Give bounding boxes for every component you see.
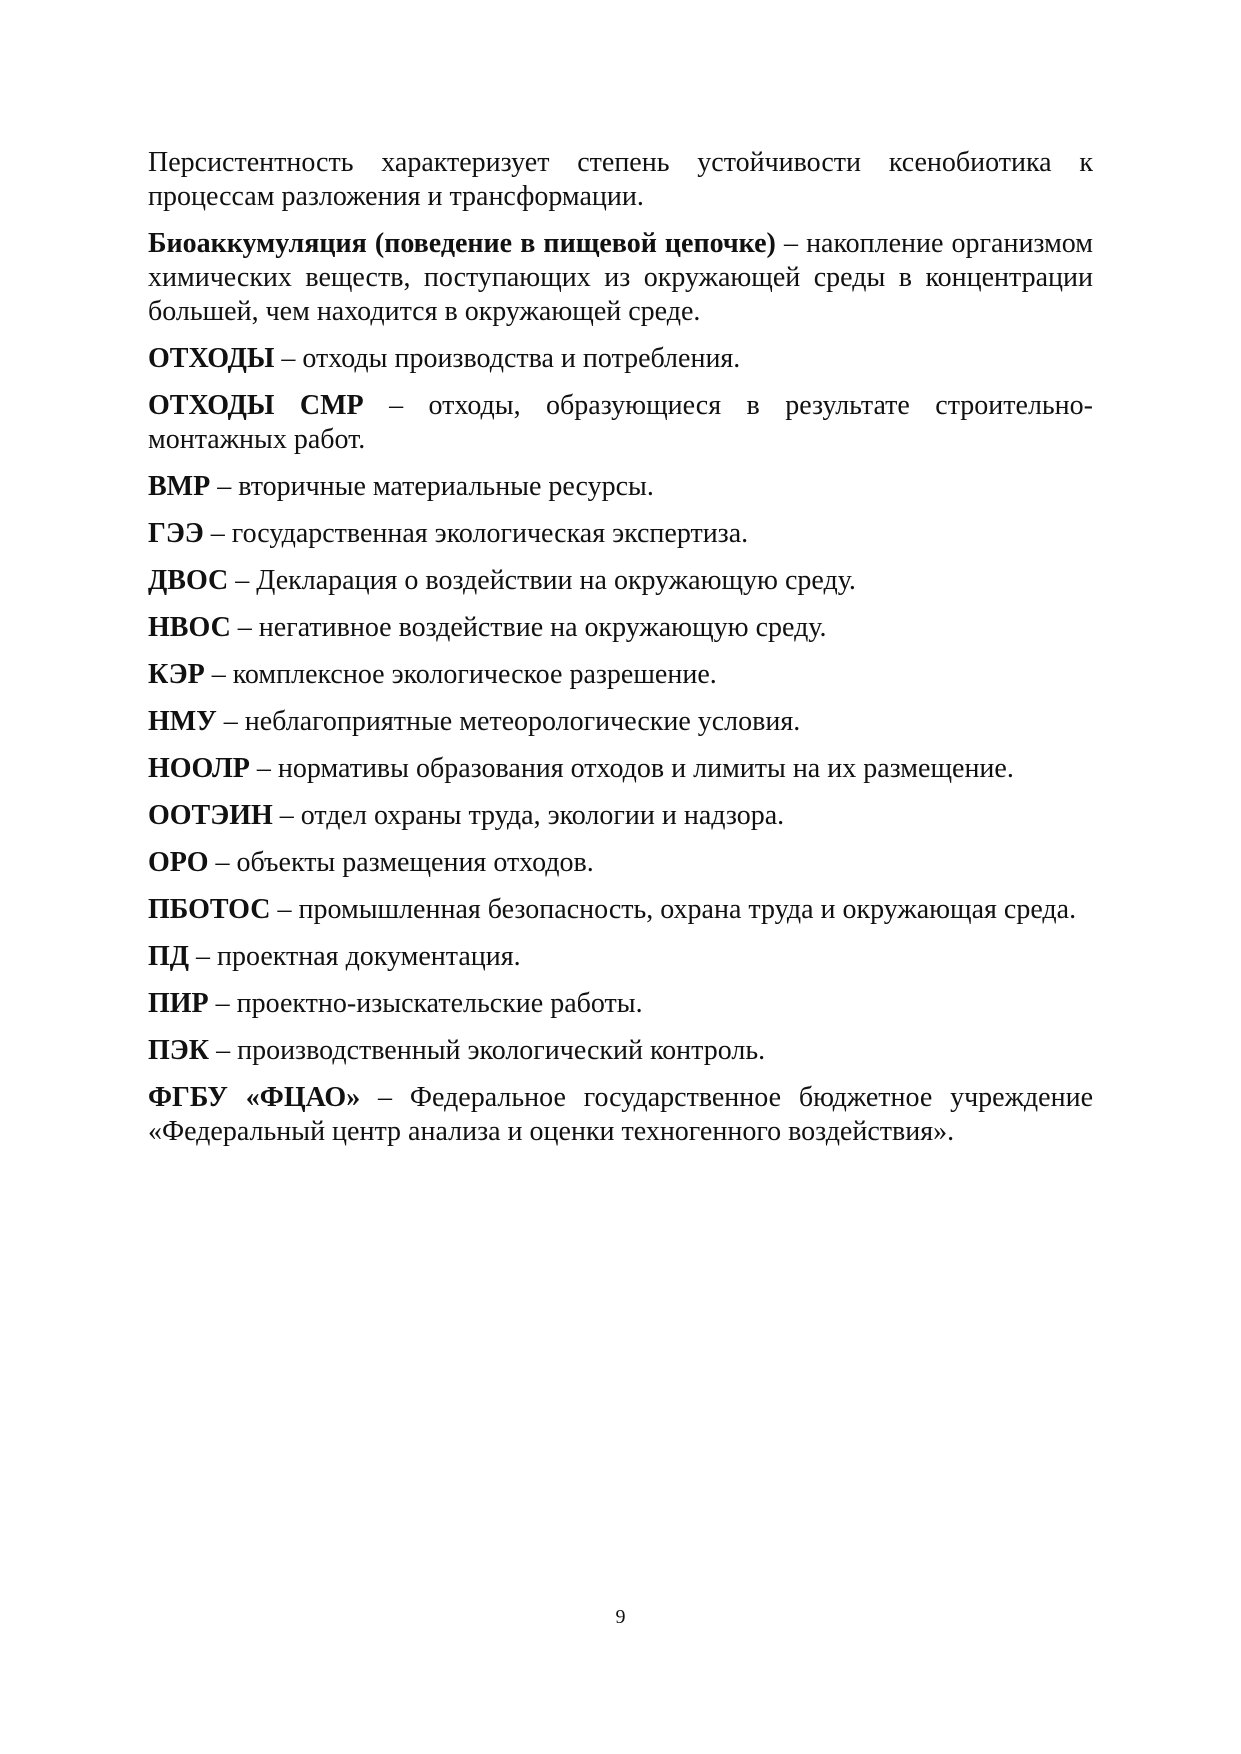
definition-term: НВОС bbox=[148, 612, 231, 643]
definition-term: ОРО bbox=[148, 847, 209, 878]
definition-entry bbox=[148, 517, 1093, 551]
definition-entry bbox=[148, 1034, 1093, 1068]
page-content bbox=[148, 146, 1093, 1162]
definition-term: ПБОТОС bbox=[148, 894, 271, 925]
definition-text: – Федеральное государственное бюджетное учреждение «Федеральный центр анализа и оценки техногенного воздействия». bbox=[148, 1082, 1094, 1147]
definition-entry bbox=[148, 564, 1093, 598]
definition-text: – производственный экологический контроль. bbox=[209, 1035, 766, 1066]
definition-entry bbox=[148, 799, 1093, 833]
definition-text: – неблагоприятные метеорологические условия. bbox=[216, 706, 801, 737]
definition-term: ООТЭИН bbox=[148, 800, 273, 831]
definition-term: ГЭЭ bbox=[148, 518, 204, 549]
definition-entry bbox=[148, 227, 1093, 329]
definition-term: Биоаккумуляция (поведение в пищевой цепочке) bbox=[148, 228, 776, 259]
definition-term: ВМР bbox=[148, 471, 211, 502]
definition-term: ПЭК bbox=[148, 1035, 210, 1066]
definition-term: ПД bbox=[148, 941, 190, 972]
definition-text: – отдел охраны труда, экологии и надзора. bbox=[272, 800, 785, 831]
definition-entry bbox=[148, 846, 1093, 880]
definition-term: КЭР bbox=[148, 659, 205, 690]
definition-term: ПИР bbox=[148, 988, 209, 1019]
definition-term: НООЛР bbox=[148, 753, 250, 784]
definition-entry bbox=[148, 705, 1093, 739]
definition-entry bbox=[148, 752, 1093, 786]
definition-term: ДВОС bbox=[148, 565, 229, 596]
definition-term: ФГБУ «ФЦАО» bbox=[148, 1082, 361, 1113]
definition-text: – комплексное экологическое разрешение. bbox=[204, 659, 717, 690]
definition-text: – нормативы образования отходов и лимиты на их размещение. bbox=[249, 753, 1014, 784]
definition-text: – Декларация о воздействии на окружающую среду. bbox=[228, 565, 856, 596]
definition-entry bbox=[148, 342, 1093, 376]
definition-text: – отходы, образующиеся в результате строительно-монтажных работ. bbox=[148, 390, 1093, 455]
definition-entry bbox=[148, 658, 1093, 692]
definition-text: – накопление организмом химических веществ, поступающих из окружающей среды в концентрации большей, чем находится в окружающей среде. bbox=[148, 228, 1093, 327]
definition-text: – проектно-изыскательские работы. bbox=[208, 988, 643, 1019]
definition-text: – государственная экологическая экспертиза. bbox=[203, 518, 749, 549]
definition-entry bbox=[148, 893, 1093, 927]
definition-term: ОТХОДЫ bbox=[148, 343, 275, 374]
definition-text: – отходы производства и потребления. bbox=[274, 343, 741, 374]
definition-entry bbox=[148, 470, 1093, 504]
definition-text: – негативное воздействие на окружающую среду. bbox=[230, 612, 827, 643]
definition-entry bbox=[148, 940, 1093, 974]
definition-text: – проектная документация. bbox=[189, 941, 521, 972]
definition-text: – промышленная безопасность, охрана труда и окружающая среда. bbox=[270, 894, 1077, 925]
definition-entry bbox=[148, 611, 1093, 645]
intro-paragraph: Персистентность характеризует степень устойчивости ксенобиотика к процессам разложения и трансформации. bbox=[148, 147, 1093, 212]
definition-term: НМУ bbox=[148, 706, 217, 737]
definition-text: – вторичные материальные ресурсы. bbox=[210, 471, 654, 502]
page-number: 9 bbox=[615, 1606, 626, 1628]
definition-entry bbox=[148, 1081, 1093, 1149]
definition-term: ОТХОДЫ СМР bbox=[148, 390, 364, 421]
definition-text: – объекты размещения отходов. bbox=[208, 847, 594, 878]
definition-entry bbox=[148, 389, 1093, 457]
definition-entry bbox=[148, 987, 1093, 1021]
